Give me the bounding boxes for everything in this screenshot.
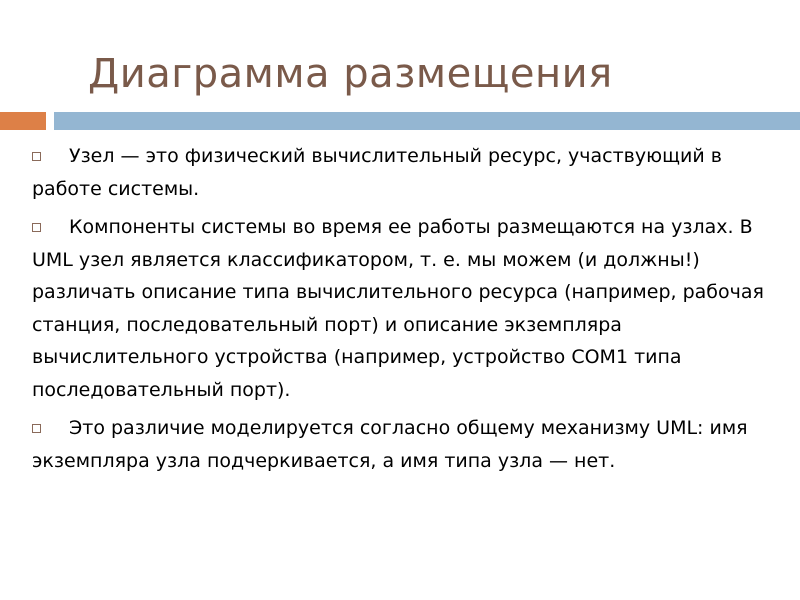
slide-title: Диаграмма размещения xyxy=(88,51,613,97)
bullet-item xyxy=(32,140,772,205)
bullet-text: Это различие моделируется согласно общему механизму UML: имя экземпляра узла подчеркивается, а имя типа узла — нет. xyxy=(32,417,748,472)
accent-bar-blue xyxy=(54,112,800,130)
bullet-square-icon xyxy=(32,223,41,232)
bullet-text: Компоненты системы во время ее работы размещаются на узлах. В UML узел является классификатором, т. е. мы можем (и должны!) различать описание типа вычислительного ресурса (например, рабочая станция, последовательный порт) и описание экземпляра вычислительного устройства (например, устройство СОМ1 типа последовательный порт). xyxy=(32,216,764,401)
bullet-text: Узел — это физический вычислительный ресурс, участвующий в работе системы. xyxy=(32,145,722,200)
accent-bar-orange xyxy=(0,112,46,130)
bullet-square-icon xyxy=(32,424,41,433)
bullet-square-icon xyxy=(32,152,41,161)
bullet-item xyxy=(32,211,772,406)
slide-content xyxy=(32,140,772,483)
bullet-item xyxy=(32,412,772,477)
